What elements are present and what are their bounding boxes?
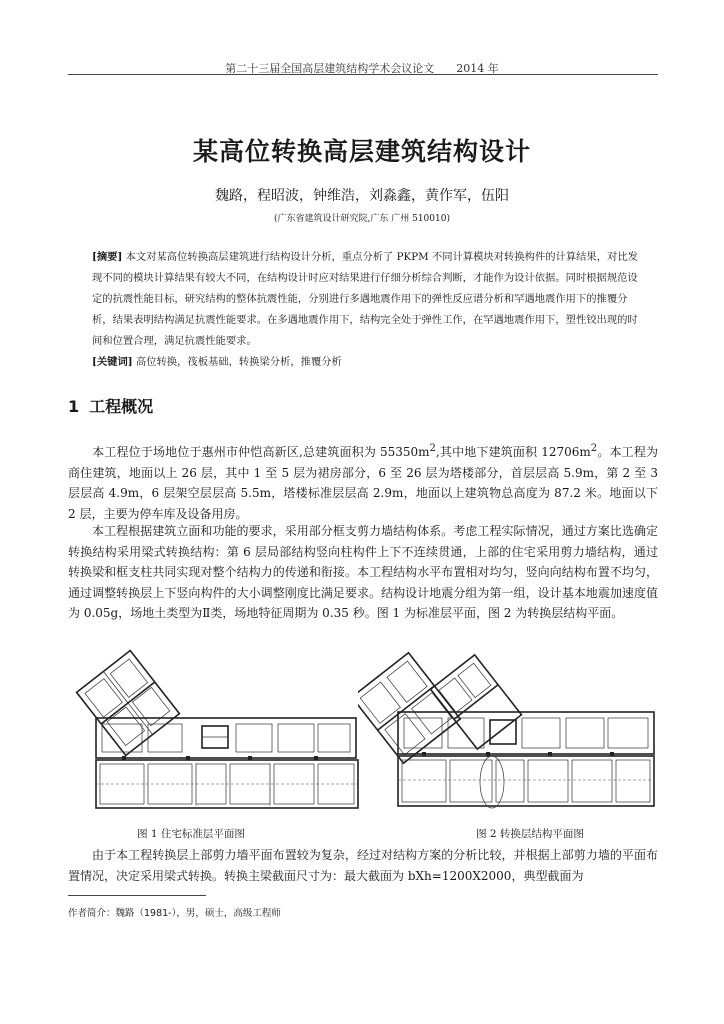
abstract-text: 本文对某高位转换高层建筑进行结构设计分析，重点分析了 PKPM 不同计算模块对转换构件的计算结果，对比发现不同的模块计算结果有较大不同，在结构设计时应对结果进行仔细分析综合判断，才能作为设计依据。同时根据规范设定的抗震性能目标，研究结构的整体抗震性能，分别进行多遇地震作用下的弹性反应谱分析和罕遇地震作用下的推覆分析，结果表明结构满足抗震性能要求。在多遇地震作用下，结构完全处于弹性工作，在罕遇地震作用下，塑性铰出现的时间和位置合理，满足抗震性能要求。 <box>92 251 638 347</box>
paragraph-1 <box>68 439 658 524</box>
header-rule <box>68 74 658 75</box>
paper-title: 某高位转换高层建筑结构设计 <box>192 137 531 166</box>
abstract-label: [摘要] <box>92 251 123 263</box>
paragraph-1-text-b: ,其中地下建筑面积 12706m <box>435 445 591 459</box>
figure-2-caption: 图 2 转换层结构平面图 <box>476 828 584 840</box>
paragraph-3 <box>68 845 658 886</box>
paragraph-2 <box>68 521 658 624</box>
paragraph-1-text-c: 。本工程为商住建筑，地面以上 26 层，其中 1 至 5 层为裙房部分，6 至 26 层为塔楼部分，首层层高 5.9m，第 2 至 3 层层高 4.9m，6 层架空层层高 5.5m，塔楼标准层层高 2.9m，地面以上建筑物总高度为 87.2 米。地面以下 2 层，主要为停车库及设备用房。 <box>68 445 658 521</box>
header-year: 2014 年 <box>456 62 499 75</box>
section-number: 1 <box>68 397 80 416</box>
superscript: 2 <box>429 443 436 454</box>
keywords-label: [关键词] <box>92 356 133 368</box>
abstract <box>92 247 640 373</box>
section-heading <box>68 394 153 417</box>
keywords-text: 高位转换，筏板基础，转换梁分析，推覆分析 <box>135 356 342 368</box>
section-title: 工程概况 <box>89 397 154 416</box>
author-footnote: 作者简介：魏路（1981-），男，硕士，高级工程师 <box>68 908 281 919</box>
conference-name: 第二十三届全国高层建筑结构学术会议论文 <box>225 62 435 75</box>
affiliation: (广东省建筑设计研究院,广东 广州 510010) <box>274 214 450 224</box>
author-list: 魏路，程昭波，钟维浩，刘淼鑫，黄作军，伍阳 <box>215 188 509 204</box>
superscript: 2 <box>590 443 598 454</box>
paragraph-3-text: 由于本工程转换层上部剪力墙平面布置较为复杂，经过对结构方案的分析比较，并根据上部剪力墙的平面布置情况，决定采用梁式转换。转换主梁截面尺寸为：最大截面为 bXh=1200X2000，典型截面为 <box>68 848 658 883</box>
figure-1-floor-plan <box>66 648 364 822</box>
figure-2-drawing <box>358 640 658 822</box>
paragraph-2-text: 本工程根据建筑立面和功能的要求，采用部分框支剪力墙结构体系。考虑工程实际情况，通过方案比选确定转换结构采用梁式转换结构：第 6 层局部结构竖向柱构件上下不连续贯通，上部的住宅采用剪力墙结构，通过转换梁和框支柱共同实现对整个结构力的传递和衔接。本工程结构水平布置相对均匀，竖向向结构布置不均匀，通过调整转换层上下竖向构件的大小调整刚度比满足要求。结构设计地震分组为第一组，设计基本地震加速度值为 0.05g，场地土类型为Ⅱ类，场地特征周期为 0.35 秒。图 1 为标准层平面，图 2 为转换层结构平面。 <box>68 524 658 621</box>
figure-2-transfer-plan <box>358 640 658 822</box>
footnote-rule <box>68 895 206 896</box>
paragraph-1-text-a: 本工程位于场地位于惠州市仲恺高新区,总建筑面积为 55350m <box>92 445 430 459</box>
figure-1-drawing <box>66 648 364 822</box>
figure-1-caption: 图 1 住宅标准层平面图 <box>137 828 245 840</box>
